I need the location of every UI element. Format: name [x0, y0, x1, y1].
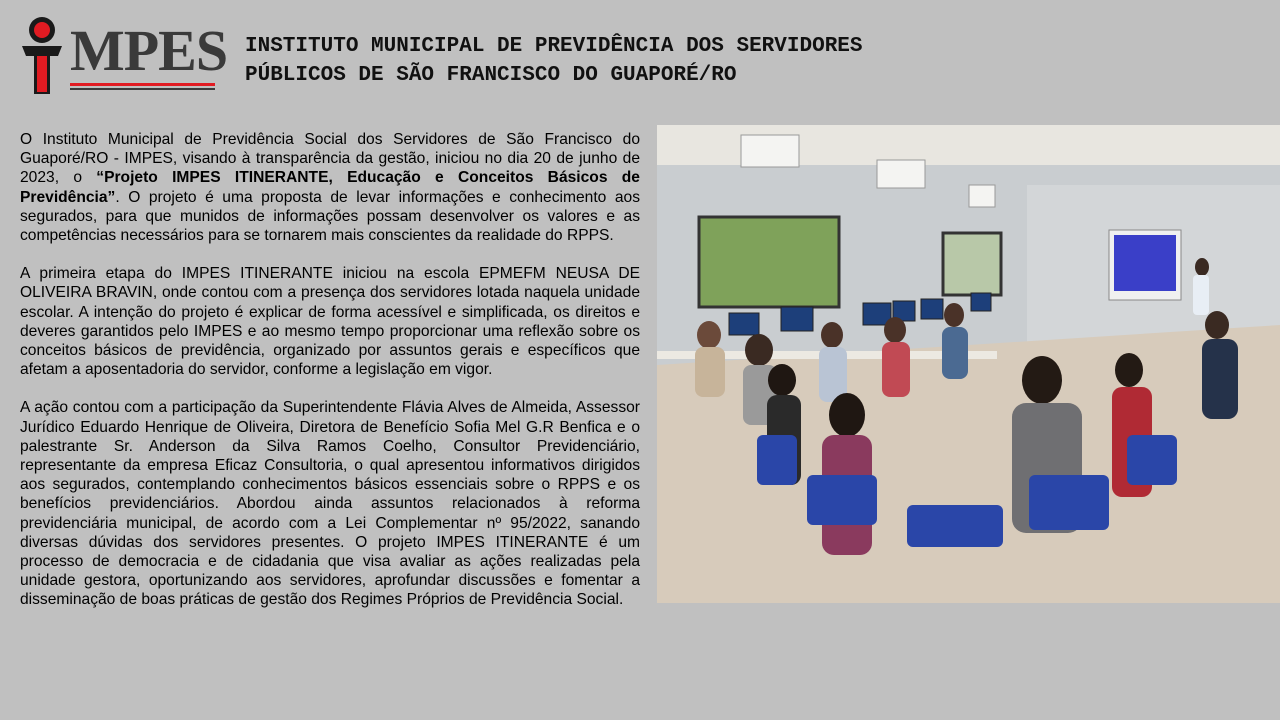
article-body [20, 130, 640, 629]
event-photo [657, 125, 1280, 603]
paragraph-3: A ação contou com a participação da Superintendente Flávia Alves de Almeida, Assessor Jurídico Eduardo Henrique de Oliveira, Diretora de Benefício Sofia Mel G.R Benfica e o palestrante Sr. Anderson da Silva Ramos Coelho, Consultor Previdenciário, representante da empresa Eficaz Consultoria, o qual apresentou informativos dirigidos aos segurados, contemplando conhecimentos básicos essenciais sobre o RPPS e os benefícios previdenciários. Abordou ainda assuntos relacionados à reforma previdenciária municipal, de acordo com a Lei Complementar nº 95/2022, sanando diversas dúvidas dos servidores presentes. O projeto IMPES ITINERANTE é um processo de democracia e de cidadania que visa avaliar as ações realizadas pela unidade gestora, oportunizando aos servidores, aprofundar discussões e fomentar a disseminação de boas práticas de gestão dos Regimes Próprios de Previdência Social. [20, 399, 640, 609]
person-i-logo-icon [18, 16, 68, 96]
paragraph-2: A primeira etapa do IMPES ITINERANTE iniciou na escola EPMEFM NEUSA DE OLIVEIRA BRAVIN, onde contou com a presença dos servidores lotada naquela unidade escolar. A intenção do projeto é explicar de forma acessível e simplificada, os direitos e deveres garantidos pelo IMPES e ao mesmo tempo proporcionar uma reflexão sobre os conceitos básicos de previdência, organizado por assuntos gerais e específicos que afetam a aposentadoria do servidor, conforme a legislação em vigor. [20, 265, 640, 379]
logo-red-underline [70, 83, 215, 86]
logo-dark-underline [70, 88, 215, 90]
title-line-2: PÚBLICOS DE SÃO FRANCISCO DO GUAPORÉ/RO [245, 64, 737, 87]
paragraph-1-end: . O projeto é uma proposta de levar informações e conhecimento aos segurados, para que munidos de informações possam desenvolver os valores e as competências necessários para se tornarem mais conscientes da realidade do RPPS. [20, 188, 640, 245]
paragraph-1 [20, 130, 640, 245]
paragraph-1-start: O Instituto Municipal de Previdência Social dos Servidores de São Francisco do Guaporé/RO - IMPES, visando à transparência da gestão, iniciou no dia 20 de junho de 2023, o [20, 131, 640, 187]
impes-logo [18, 16, 228, 96]
project-name: “Projeto IMPES ITINERANTE, Educação e Conceitos Básicos de Previdência” [20, 169, 640, 206]
title-line-1: INSTITUTO MUNICIPAL DE PREVIDÊNCIA DOS SERVIDORES [245, 35, 863, 58]
logo-text: MPES [70, 18, 228, 83]
page-title [245, 32, 863, 90]
